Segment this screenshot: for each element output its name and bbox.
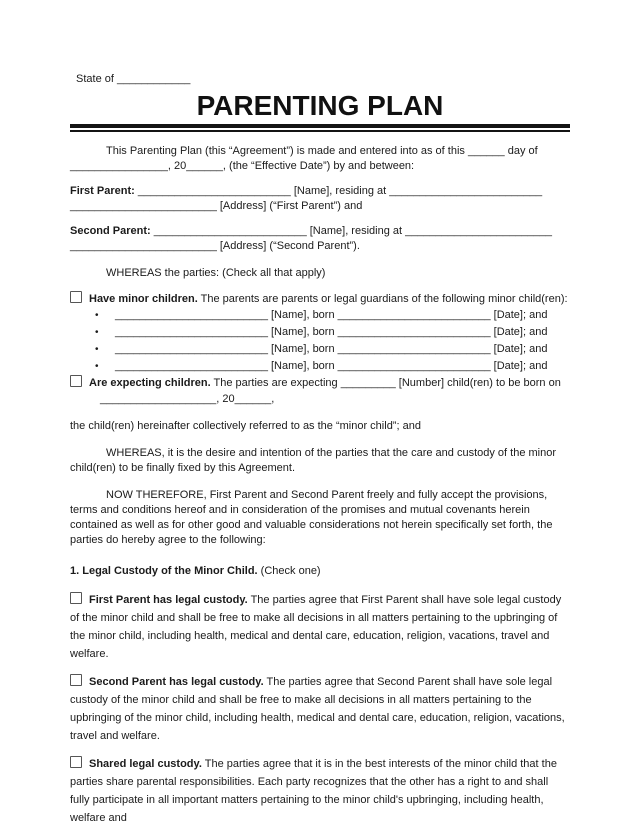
section-1-heading-note: (Check one) <box>257 565 321 577</box>
child-name-date-blank: _________________________ [Name], born _________________________ [Date]; and <box>115 360 548 372</box>
second-parent-clause <box>70 224 570 254</box>
option-second-parent-custody <box>70 673 570 745</box>
child-row <box>95 341 570 358</box>
option-shared-text: The parties agree that it is in the best interests of the minor child that the parties share parental responsibilities. Each party recognizes that the other has a right to and shall fully participate in all important matters pertaining to the minor child's upbringing, including health, welfare and <box>70 758 557 824</box>
option-second-parent-label: Second Parent has legal custody. <box>89 676 264 688</box>
checkbox-shared-custody[interactable] <box>70 756 82 768</box>
expecting-children-label: Are expecting children. <box>89 377 211 389</box>
intro-line-1: This Parenting Plan (this “Agreement”) is made and entered into as of this ______ day of <box>106 145 538 157</box>
child-name-date-blank: _________________________ [Name], born _________________________ [Date]; and <box>115 343 548 355</box>
section-1-heading-bold: 1. Legal Custody of the Minor Child. <box>70 565 258 577</box>
checkbox-second-parent-custody[interactable] <box>70 674 82 686</box>
option-shared-label: Shared legal custody. <box>89 758 202 770</box>
bullet-icon: • <box>95 344 99 355</box>
whereas-intent-clause: WHEREAS, it is the desire and intention of the parties that the care and custody of the minor child(ren) to be finally fixed by this Agreement. <box>70 447 557 474</box>
intro-line-2: ________________, 20______, (the “Effective Date”) by and between: <box>70 160 415 172</box>
child-name-date-blank: _________________________ [Name], born _________________________ [Date]; and <box>115 326 548 338</box>
bullet-icon: • <box>95 327 99 338</box>
child-name-date-blank: _________________________ [Name], born _________________________ [Date]; and <box>115 309 548 321</box>
state-of-line: State of ____________ <box>76 73 191 85</box>
now-therefore-clause: NOW THEREFORE, First Parent and Second Parent freely and fully accept the provisions, terms and conditions hereof and in consideration of the promises and mutual covenants herein contained as well as for other good and valuable considerations not herein specifically set forth, the parties do hereby agree to the following: <box>70 489 553 546</box>
child-row <box>95 358 570 375</box>
first-parent-clause <box>70 184 570 214</box>
expecting-children-text: The parties are expecting _________ [Number] child(ren) to be born on <box>210 377 561 389</box>
option-first-parent-label: First Parent has legal custody. <box>89 594 248 606</box>
title-rule <box>70 124 570 132</box>
section-1-heading <box>70 564 570 579</box>
minor-children-text: The parents are parents or legal guardians of the following minor child(ren): <box>197 293 568 305</box>
page-title: PARENTING PLAN <box>196 90 444 121</box>
check-item-minor-children <box>70 291 570 307</box>
first-parent-label: First Parent: <box>70 185 135 197</box>
expecting-date-blank: ___________________, 20______, <box>100 393 275 405</box>
bullet-icon: • <box>95 361 99 372</box>
minor-child-definition: the child(ren) hereinafter collectively referred to as the “minor child”; and <box>70 420 421 432</box>
child-row <box>95 307 570 324</box>
child-row <box>95 324 570 341</box>
children-list <box>95 307 570 375</box>
second-parent-label: Second Parent: <box>70 225 151 237</box>
minor-children-label: Have minor children. <box>89 293 198 305</box>
checkbox-first-parent-custody[interactable] <box>70 592 82 604</box>
second-parent-name-blank: _________________________ [Name], residing at ________________________ <box>150 225 552 237</box>
first-parent-name-blank: _________________________ [Name], residing at _________________________ <box>134 185 543 197</box>
option-first-parent-custody <box>70 591 570 663</box>
second-parent-address-blank: ________________________ [Address] (“Second Parent”). <box>70 240 360 252</box>
option-first-parent-text: The parties agree that First Parent shall have sole legal custody of the minor child and shall be free to make all decisions in all matters pertaining to the upbringing of the minor child, including health, medical and dental care, education, religion, vacations, travel and welfare. <box>70 594 562 660</box>
bullet-icon: • <box>95 310 99 321</box>
checkbox-are-expecting-children[interactable] <box>70 375 82 387</box>
option-shared-custody <box>70 755 570 827</box>
checkbox-have-minor-children[interactable] <box>70 291 82 303</box>
whereas-lead: WHEREAS the parties: (Check all that apply) <box>106 267 326 279</box>
option-second-parent-text: The parties agree that Second Parent shall have sole legal custody of the minor child and shall be free to make all decisions in all matters pertaining to the upbringing of the minor child, including health, medical and dental care, education, religion, vacations, travel and welfare. <box>70 676 565 742</box>
first-parent-address-blank: ________________________ [Address] (“First Parent”) and <box>70 200 363 212</box>
check-item-expecting <box>70 375 570 391</box>
intro-clause <box>70 144 570 174</box>
